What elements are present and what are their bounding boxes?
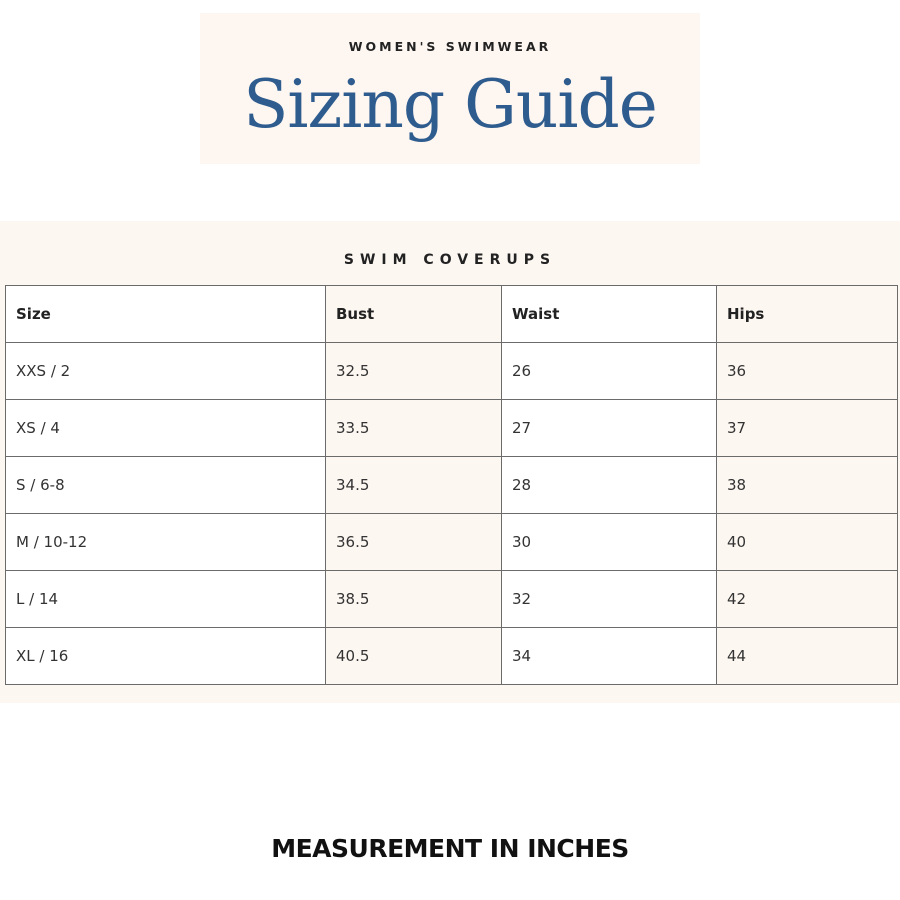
cell-size: L / 14 [6, 571, 326, 628]
table-row [6, 628, 898, 685]
cell-waist: 26 [502, 343, 717, 400]
cell-waist: 34 [502, 628, 717, 685]
cell-hips: 37 [717, 400, 898, 457]
cell-bust: 32.5 [326, 343, 502, 400]
table-row [6, 343, 898, 400]
measurement-unit-note: MEASUREMENT IN INCHES [271, 834, 629, 863]
cell-hips: 40 [717, 514, 898, 571]
cell-bust: 38.5 [326, 571, 502, 628]
cell-waist: 32 [502, 571, 717, 628]
cell-bust: 34.5 [326, 457, 502, 514]
cell-bust: 36.5 [326, 514, 502, 571]
cell-waist: 28 [502, 457, 717, 514]
header-kicker: WOMEN'S SWIMWEAR [348, 39, 552, 54]
cell-bust: 33.5 [326, 400, 502, 457]
cell-size: XL / 16 [6, 628, 326, 685]
header-panel [200, 13, 700, 164]
table-row [6, 400, 898, 457]
size-table [5, 285, 898, 685]
cell-hips: 36 [717, 343, 898, 400]
table-header-row [6, 286, 898, 343]
cell-waist: 30 [502, 514, 717, 571]
column-header-bust: Bust [326, 286, 502, 343]
cell-hips: 42 [717, 571, 898, 628]
cell-bust: 40.5 [326, 628, 502, 685]
page-title: Sizing Guide [243, 66, 657, 143]
column-header-hips: Hips [717, 286, 898, 343]
cell-size: M / 10-12 [6, 514, 326, 571]
cell-waist: 27 [502, 400, 717, 457]
table-title: SWIM COVERUPS [343, 252, 557, 268]
column-header-waist: Waist [502, 286, 717, 343]
cell-size: S / 6-8 [6, 457, 326, 514]
cell-size: XXS / 2 [6, 343, 326, 400]
column-header-size: Size [6, 286, 326, 343]
cell-hips: 38 [717, 457, 898, 514]
table-row [6, 457, 898, 514]
table-row [6, 571, 898, 628]
cell-size: XS / 4 [6, 400, 326, 457]
cell-hips: 44 [717, 628, 898, 685]
size-table-panel [0, 221, 900, 703]
table-row [6, 514, 898, 571]
